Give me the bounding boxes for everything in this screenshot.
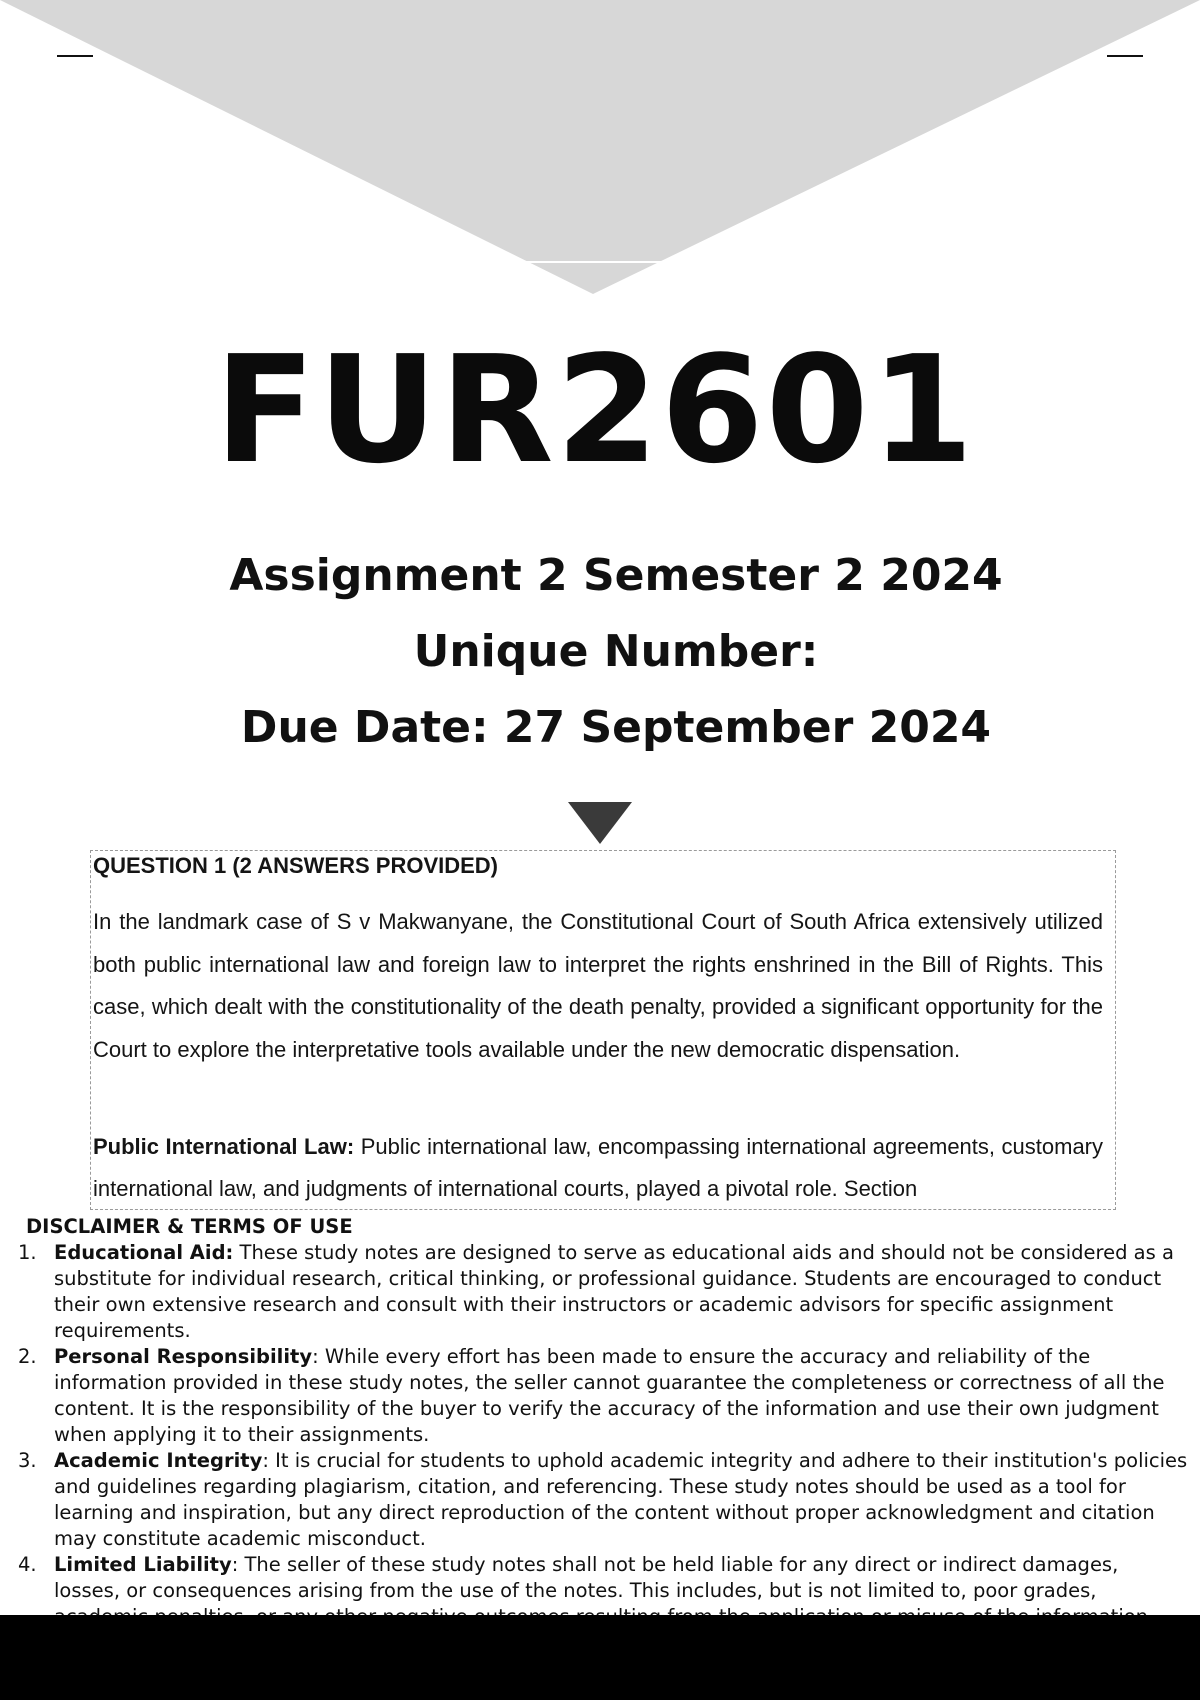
disclaimer-term: Academic Integrity [54,1449,263,1472]
course-code-title: FUR2601 [214,324,976,496]
disclaimer-text: These study notes are designed to serve as educational aids and should not be considered as a substitute for individual research, critical thinking, or professional guidance. Students are encouraged to conduct their own extensive research and consult with their instructors or academic advisors for specific assignment requirements. [54,1241,1174,1342]
disclaimer-item-educational-aid [0,1240,1190,1344]
disclaimer-term: Educational Aid: [54,1241,234,1264]
cover-banner-graphic [0,0,1200,300]
pil-text: Public international law, encompassing international agreements, customary international law, and judgments of international courts, played a pivotal role. Section [93,1134,1104,1201]
assignment-heading: Assignment 2 Semester 2 2024 [229,550,1003,601]
intro-paragraph: In the landmark case of S v Makwanyane, the Constitutional Court of South Africa extensively utilized both public international law and foreign law to interpret the rights enshrined in the Bill of Rights. This case, which dealt with the constitutionality of the death penalty, provided a significant opportunity for the Court to explore the interpretative tools available under the new democratic dispensation. [93,909,1103,1062]
disclaimer-text: : It is crucial for students to uphold academic integrity and adhere to their institution's policies and guidelines regarding plagiarism, citation, and referencing. These study notes should be used as a tool for learning and inspiration, but any direct reproduction of the content without proper acknowledgment and citation may constitute academic misconduct. [54,1449,1188,1550]
list-number: 1. [18,1241,37,1264]
disclaimer-text: : While every effort has been made to ensure the accuracy and reliability of the information provided in these study notes, the seller cannot guarantee the completeness or correctness of all the content. It is the responsibility of the buyer to verify the accuracy of the information and use their own judgment when applying it to their assignments. [54,1345,1165,1446]
disclaimer-list [0,1240,1190,1630]
list-number: 3. [18,1449,37,1472]
public-international-law-paragraph [93,1126,1103,1210]
down-arrow-icon [568,802,632,844]
unique-number-heading: Unique Number: [413,626,819,677]
disclaimer-title: DISCLAIMER & TERMS OF USE [26,1215,353,1238]
corner-rule-right [1107,55,1143,57]
list-number: 4. [18,1553,37,1576]
corner-rule-left [57,55,93,57]
pil-label: Public International Law: [93,1134,355,1159]
answer-preview-box [90,850,1116,1210]
disclaimer-term: Limited Liability [54,1553,232,1576]
due-date-heading: Due Date: 27 September 2024 [240,702,992,753]
list-number: 2. [18,1345,37,1368]
question-title: QUESTION 1 (2 ANSWERS PROVIDED) [93,853,499,878]
disclaimer-text: : The seller of these study notes shall not be held liable for any direct or indirect damages, losses, or consequences arising from the use of the notes. This includes, but is not limited to, poor grades, [54,1553,1119,1602]
disclaimer-item-personal-responsibility [0,1344,1190,1448]
bottom-black-bar [0,1615,1200,1700]
disclaimer-item-academic-integrity [0,1448,1190,1552]
disclaimer-term: Personal Responsibility [54,1345,313,1368]
